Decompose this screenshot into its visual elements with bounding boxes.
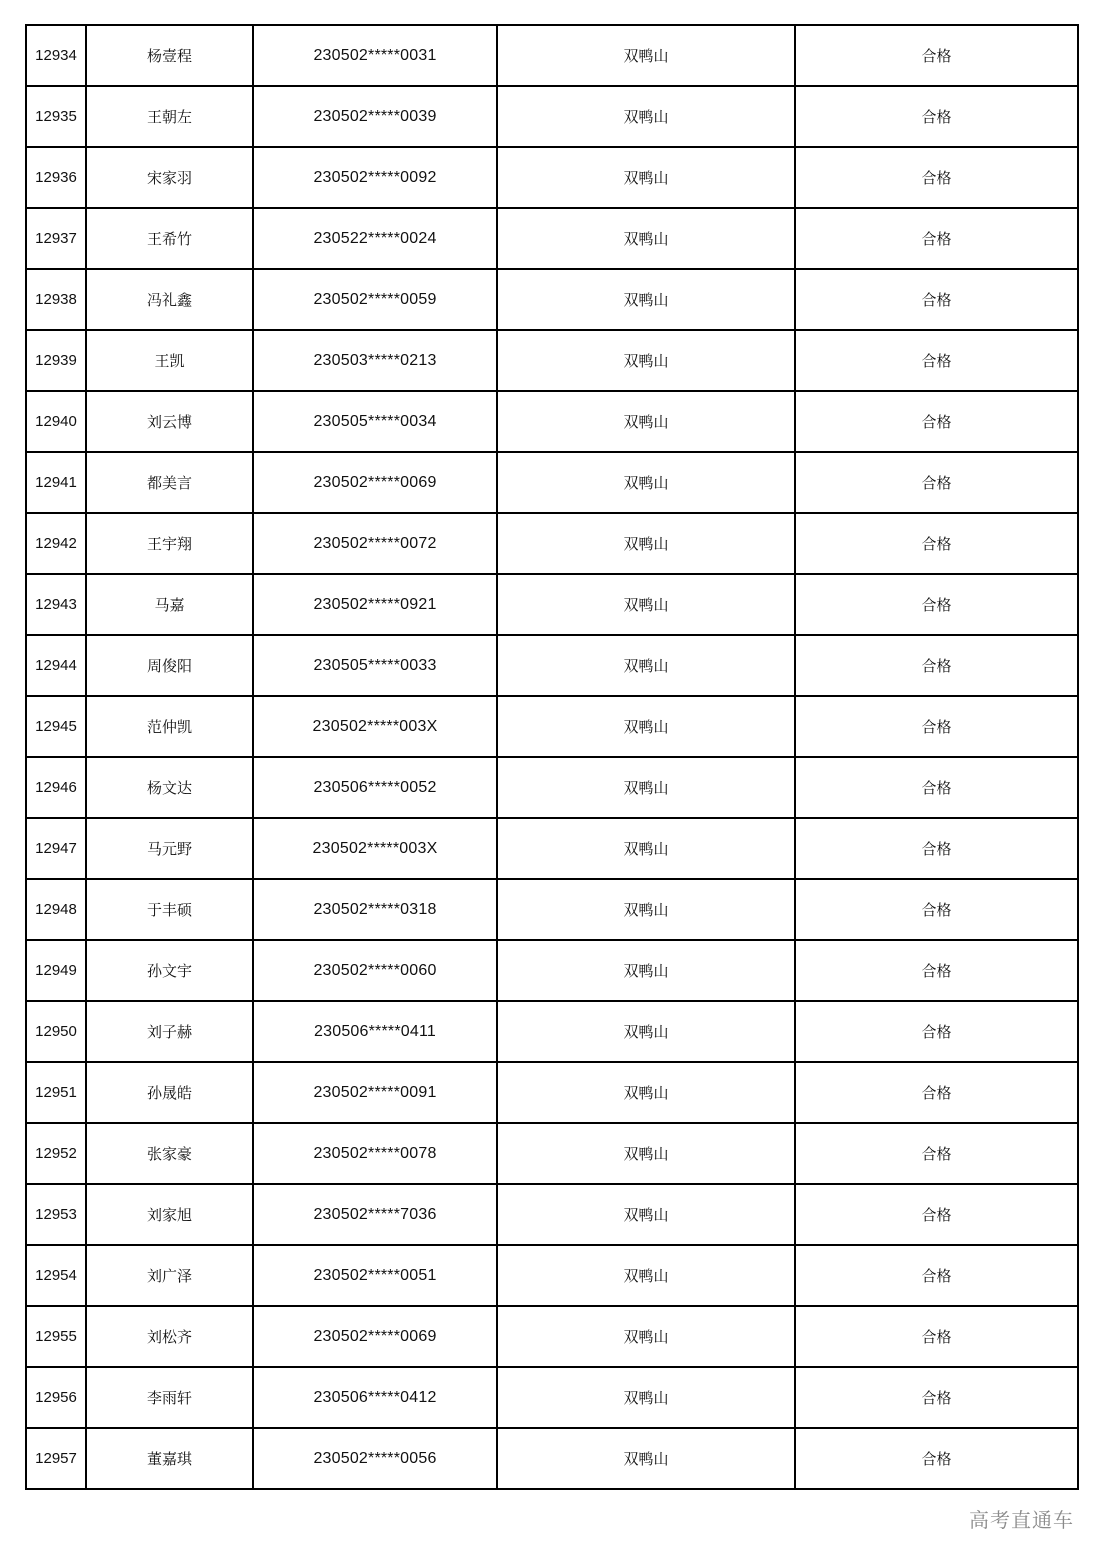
region-cell: 双鸭山 — [497, 574, 795, 635]
serial-number-cell: 12934 — [26, 25, 86, 86]
region-cell: 双鸭山 — [497, 147, 795, 208]
table-row — [26, 452, 1078, 513]
result-cell: 合格 — [795, 208, 1078, 269]
table-row — [26, 1367, 1078, 1428]
name-cell: 刘广泽 — [86, 1245, 253, 1306]
table-body — [26, 25, 1078, 1489]
table-row — [26, 513, 1078, 574]
id-number-cell: 230502*****0051 — [253, 1245, 497, 1306]
serial-number-cell: 12948 — [26, 879, 86, 940]
name-cell: 杨壹程 — [86, 25, 253, 86]
result-cell: 合格 — [795, 818, 1078, 879]
serial-number-cell: 12956 — [26, 1367, 86, 1428]
region-cell: 双鸭山 — [497, 269, 795, 330]
table-row — [26, 1123, 1078, 1184]
name-cell: 刘云博 — [86, 391, 253, 452]
table-row — [26, 147, 1078, 208]
serial-number-cell: 12942 — [26, 513, 86, 574]
serial-number-cell: 12944 — [26, 635, 86, 696]
result-cell: 合格 — [795, 879, 1078, 940]
id-number-cell: 230502*****0318 — [253, 879, 497, 940]
name-cell: 马嘉 — [86, 574, 253, 635]
result-cell: 合格 — [795, 330, 1078, 391]
table-row — [26, 1184, 1078, 1245]
id-number-cell: 230502*****003X — [253, 818, 497, 879]
name-cell: 王宇翔 — [86, 513, 253, 574]
name-cell: 王希竹 — [86, 208, 253, 269]
result-cell: 合格 — [795, 147, 1078, 208]
id-number-cell: 230502*****0091 — [253, 1062, 497, 1123]
serial-number-cell: 12941 — [26, 452, 86, 513]
result-cell: 合格 — [795, 269, 1078, 330]
serial-number-cell: 12946 — [26, 757, 86, 818]
serial-number-cell: 12938 — [26, 269, 86, 330]
table-row — [26, 1062, 1078, 1123]
table-row — [26, 86, 1078, 147]
id-number-cell: 230502*****0059 — [253, 269, 497, 330]
name-cell: 王朝左 — [86, 86, 253, 147]
watermark-text: 高考直通车 — [967, 1504, 1076, 1533]
id-number-cell: 230522*****0024 — [253, 208, 497, 269]
table-row — [26, 269, 1078, 330]
id-number-cell: 230502*****0072 — [253, 513, 497, 574]
region-cell: 双鸭山 — [497, 879, 795, 940]
result-cell: 合格 — [795, 757, 1078, 818]
id-number-cell: 230506*****0052 — [253, 757, 497, 818]
region-cell: 双鸭山 — [497, 391, 795, 452]
id-number-cell: 230502*****7036 — [253, 1184, 497, 1245]
table-row — [26, 1245, 1078, 1306]
table-row — [26, 1306, 1078, 1367]
result-cell: 合格 — [795, 1428, 1078, 1489]
name-cell: 刘子赫 — [86, 1001, 253, 1062]
id-number-cell: 230506*****0411 — [253, 1001, 497, 1062]
id-number-cell: 230502*****0092 — [253, 147, 497, 208]
region-cell: 双鸭山 — [497, 1001, 795, 1062]
id-number-cell: 230502*****0921 — [253, 574, 497, 635]
name-cell: 范仲凯 — [86, 696, 253, 757]
name-cell: 张家豪 — [86, 1123, 253, 1184]
serial-number-cell: 12952 — [26, 1123, 86, 1184]
results-table — [25, 24, 1079, 1490]
serial-number-cell: 12945 — [26, 696, 86, 757]
name-cell: 刘家旭 — [86, 1184, 253, 1245]
serial-number-cell: 12939 — [26, 330, 86, 391]
table-row — [26, 574, 1078, 635]
serial-number-cell: 12953 — [26, 1184, 86, 1245]
table-row — [26, 757, 1078, 818]
name-cell: 于丰硕 — [86, 879, 253, 940]
result-cell: 合格 — [795, 1123, 1078, 1184]
serial-number-cell: 12955 — [26, 1306, 86, 1367]
result-cell: 合格 — [795, 940, 1078, 1001]
table-row — [26, 696, 1078, 757]
id-number-cell: 230506*****0412 — [253, 1367, 497, 1428]
region-cell: 双鸭山 — [497, 1184, 795, 1245]
region-cell: 双鸭山 — [497, 1306, 795, 1367]
region-cell: 双鸭山 — [497, 635, 795, 696]
region-cell: 双鸭山 — [497, 757, 795, 818]
region-cell: 双鸭山 — [497, 1367, 795, 1428]
result-cell: 合格 — [795, 1245, 1078, 1306]
region-cell: 双鸭山 — [497, 940, 795, 1001]
region-cell: 双鸭山 — [497, 1428, 795, 1489]
serial-number-cell: 12940 — [26, 391, 86, 452]
name-cell: 冯礼鑫 — [86, 269, 253, 330]
region-cell: 双鸭山 — [497, 452, 795, 513]
region-cell: 双鸭山 — [497, 818, 795, 879]
name-cell: 周俊阳 — [86, 635, 253, 696]
name-cell: 董嘉琪 — [86, 1428, 253, 1489]
id-number-cell: 230502*****0069 — [253, 1306, 497, 1367]
name-cell: 刘松齐 — [86, 1306, 253, 1367]
region-cell: 双鸭山 — [497, 86, 795, 147]
name-cell: 宋家羽 — [86, 147, 253, 208]
table-row — [26, 1428, 1078, 1489]
region-cell: 双鸭山 — [497, 25, 795, 86]
result-cell: 合格 — [795, 635, 1078, 696]
serial-number-cell: 12951 — [26, 1062, 86, 1123]
id-number-cell: 230505*****0034 — [253, 391, 497, 452]
region-cell: 双鸭山 — [497, 1062, 795, 1123]
result-cell: 合格 — [795, 513, 1078, 574]
table-row — [26, 391, 1078, 452]
serial-number-cell: 12949 — [26, 940, 86, 1001]
region-cell: 双鸭山 — [497, 1245, 795, 1306]
id-number-cell: 230502*****0056 — [253, 1428, 497, 1489]
result-cell: 合格 — [795, 452, 1078, 513]
serial-number-cell: 12936 — [26, 147, 86, 208]
id-number-cell: 230502*****0031 — [253, 25, 497, 86]
id-number-cell: 230502*****0069 — [253, 452, 497, 513]
name-cell: 李雨轩 — [86, 1367, 253, 1428]
name-cell: 马元野 — [86, 818, 253, 879]
result-cell: 合格 — [795, 1001, 1078, 1062]
result-cell: 合格 — [795, 1367, 1078, 1428]
name-cell: 孙晟皓 — [86, 1062, 253, 1123]
serial-number-cell: 12935 — [26, 86, 86, 147]
result-cell: 合格 — [795, 574, 1078, 635]
result-cell: 合格 — [795, 696, 1078, 757]
table-row — [26, 635, 1078, 696]
region-cell: 双鸭山 — [497, 513, 795, 574]
serial-number-cell: 12943 — [26, 574, 86, 635]
name-cell: 都美言 — [86, 452, 253, 513]
serial-number-cell: 12950 — [26, 1001, 86, 1062]
result-cell: 合格 — [795, 1062, 1078, 1123]
result-cell: 合格 — [795, 391, 1078, 452]
table-row — [26, 208, 1078, 269]
name-cell: 王凯 — [86, 330, 253, 391]
serial-number-cell: 12947 — [26, 818, 86, 879]
table-row — [26, 1001, 1078, 1062]
id-number-cell: 230505*****0033 — [253, 635, 497, 696]
serial-number-cell: 12937 — [26, 208, 86, 269]
table-row — [26, 879, 1078, 940]
table-row — [26, 25, 1078, 86]
id-number-cell: 230502*****0060 — [253, 940, 497, 1001]
id-number-cell: 230503*****0213 — [253, 330, 497, 391]
region-cell: 双鸭山 — [497, 1123, 795, 1184]
id-number-cell: 230502*****003X — [253, 696, 497, 757]
table-row — [26, 330, 1078, 391]
region-cell: 双鸭山 — [497, 696, 795, 757]
region-cell: 双鸭山 — [497, 208, 795, 269]
region-cell: 双鸭山 — [497, 330, 795, 391]
id-number-cell: 230502*****0039 — [253, 86, 497, 147]
result-cell: 合格 — [795, 1184, 1078, 1245]
result-cell: 合格 — [795, 25, 1078, 86]
serial-number-cell: 12954 — [26, 1245, 86, 1306]
result-cell: 合格 — [795, 86, 1078, 147]
name-cell: 孙文宇 — [86, 940, 253, 1001]
id-number-cell: 230502*****0078 — [253, 1123, 497, 1184]
result-cell: 合格 — [795, 1306, 1078, 1367]
table-row — [26, 940, 1078, 1001]
table-row — [26, 818, 1078, 879]
serial-number-cell: 12957 — [26, 1428, 86, 1489]
name-cell: 杨文达 — [86, 757, 253, 818]
